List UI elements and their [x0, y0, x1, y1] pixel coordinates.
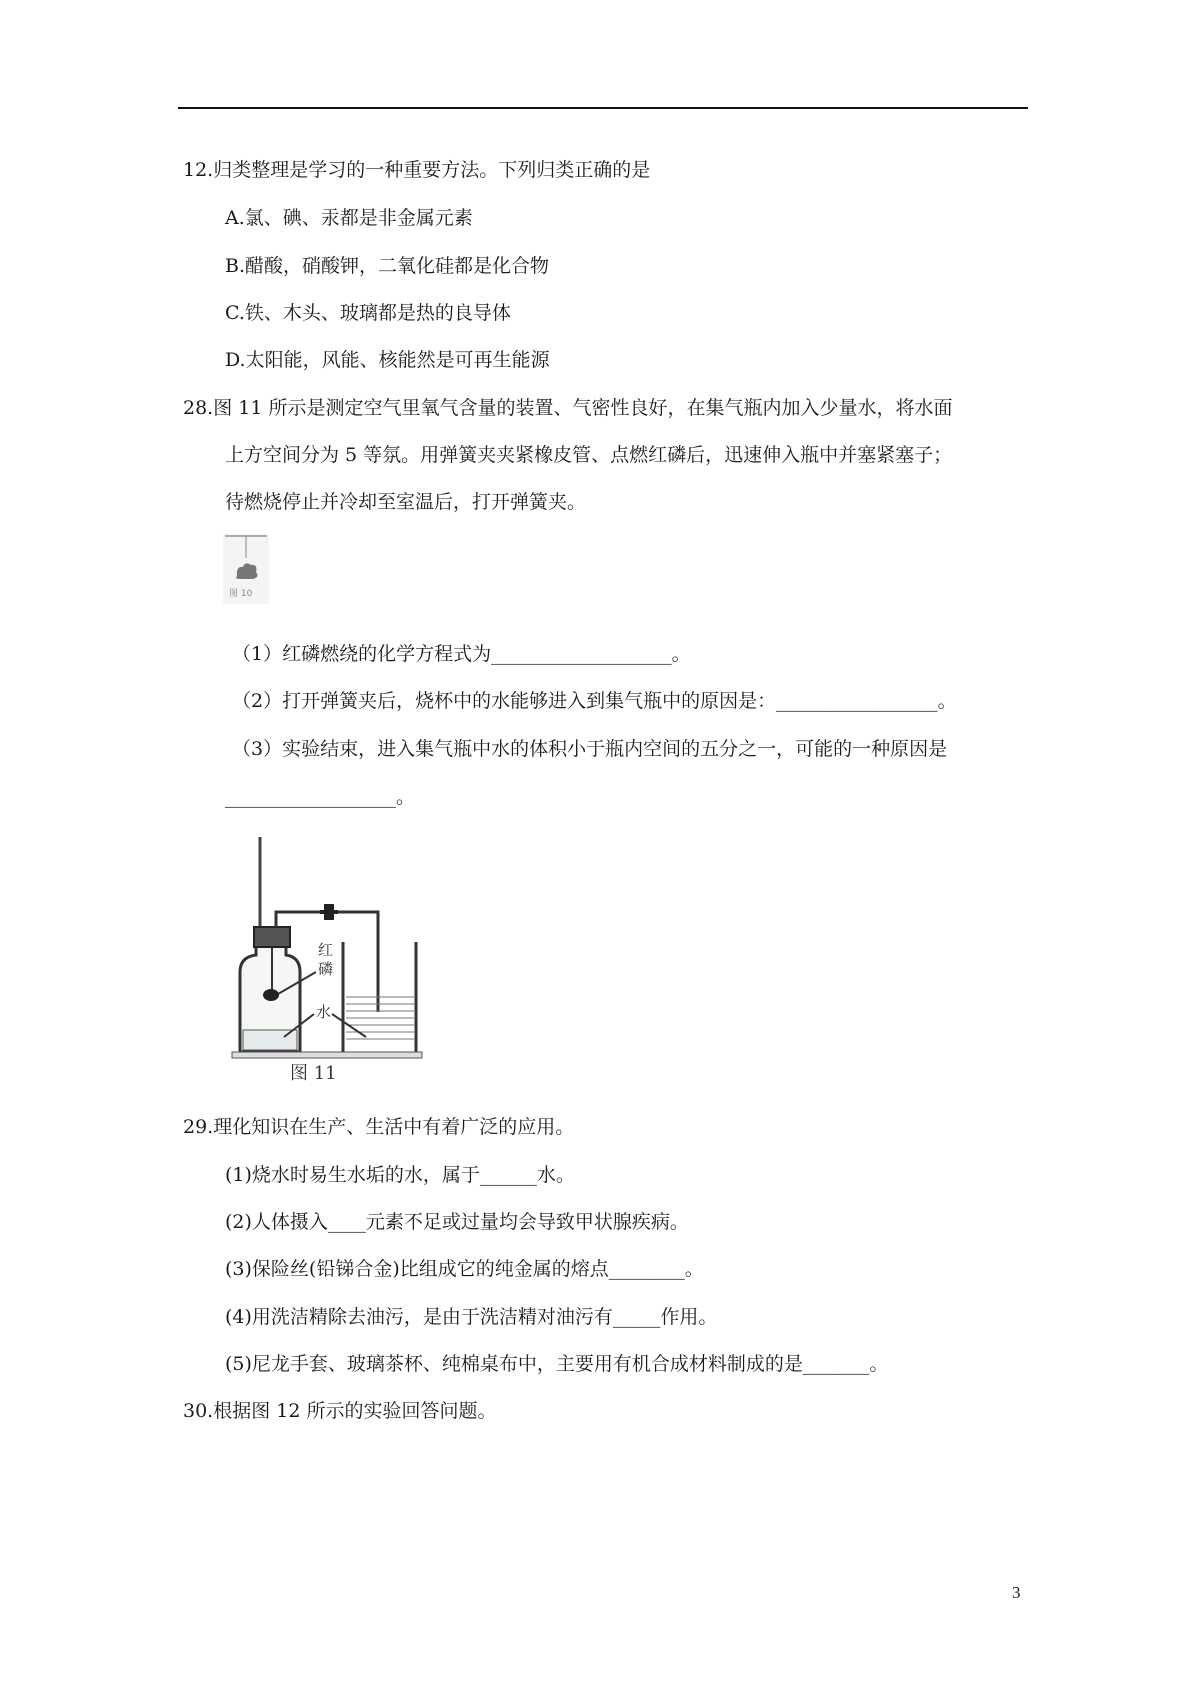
q12-option-d: D.太阳能，风能、核能然是可再生能源	[225, 349, 550, 371]
figure-10-image	[223, 534, 269, 604]
q29-sub1: (1)烧水时易生水垢的水，属于______水。	[225, 1164, 575, 1186]
q29-sub3: (3)保险丝(铅锑合金)比组成它的纯金属的熔点________。	[225, 1258, 704, 1280]
q12-stem: 12.归类整理是学习的一种重要方法。下列归类正确的是	[183, 159, 651, 181]
page-number: 3	[1012, 1583, 1021, 1602]
q29-stem: 29.理化知识在生产、生活中有着广泛的应用。	[183, 1116, 575, 1138]
q29-sub5: (5)尼龙手套、玻璃茶杯、纯棉桌布中，主要用有机合成材料制成的是_______。	[225, 1353, 889, 1375]
figure-11-apparatus	[228, 832, 428, 1082]
q12-option-c: C.铁、木头、玻璃都是热的良导体	[225, 302, 511, 324]
q28-sub2: （2）打开弹簧夹后，烧杯中的水能够进入到集气瓶中的原因是：_________________。	[232, 690, 957, 712]
q29-sub2: (2)人体摄入____元素不足或过量均会导致甲状腺疾病。	[225, 1211, 689, 1233]
header-rule	[178, 107, 1028, 109]
q29-sub4: (4)用洗洁精除去油污，是由于洗洁精对油污有_____作用。	[225, 1306, 718, 1328]
q28-sub1: （1）红磷燃绕的化学方程式为___________________。	[232, 643, 691, 665]
q28-stem-line2: 上方空间分为 5 等氛。用弹簧夹夹紧橡皮管、点燃红磷后，迅速伸入瓶中并塞紧塞子；	[225, 444, 953, 466]
figure-11-label-phosphorus: 磷	[318, 960, 334, 978]
figure-11-label-red: 红	[318, 941, 334, 959]
figure-10-caption: 图 10	[229, 589, 253, 599]
figure-11-caption: 图 11	[290, 1063, 337, 1082]
figure-11-label-water: 水	[316, 1003, 332, 1021]
q28-sub3: （3）实验结束，进入集气瓶中水的体积小于瓶内空间的五分之一，可能的一种原因是	[232, 738, 948, 760]
q28-stem-line3: 待燃烧停止并冷却至室温后，打开弹簧夹。	[225, 491, 587, 513]
q28-stem-line1: 28.图 11 所示是测定空气里氧气含量的装置、气密性良好，在集气瓶内加入少量水，将水面	[183, 397, 953, 419]
q12-option-b: B.醋酸，硝酸钾，二氧化硅都是化合物	[225, 255, 550, 277]
q28-sub3-blank: __________________。	[225, 786, 416, 808]
q30-stem: 30.根据图 12 所示的实验回答问题。	[183, 1400, 497, 1422]
q12-option-a: A.氯、碘、汞都是非金属元素	[225, 207, 473, 229]
